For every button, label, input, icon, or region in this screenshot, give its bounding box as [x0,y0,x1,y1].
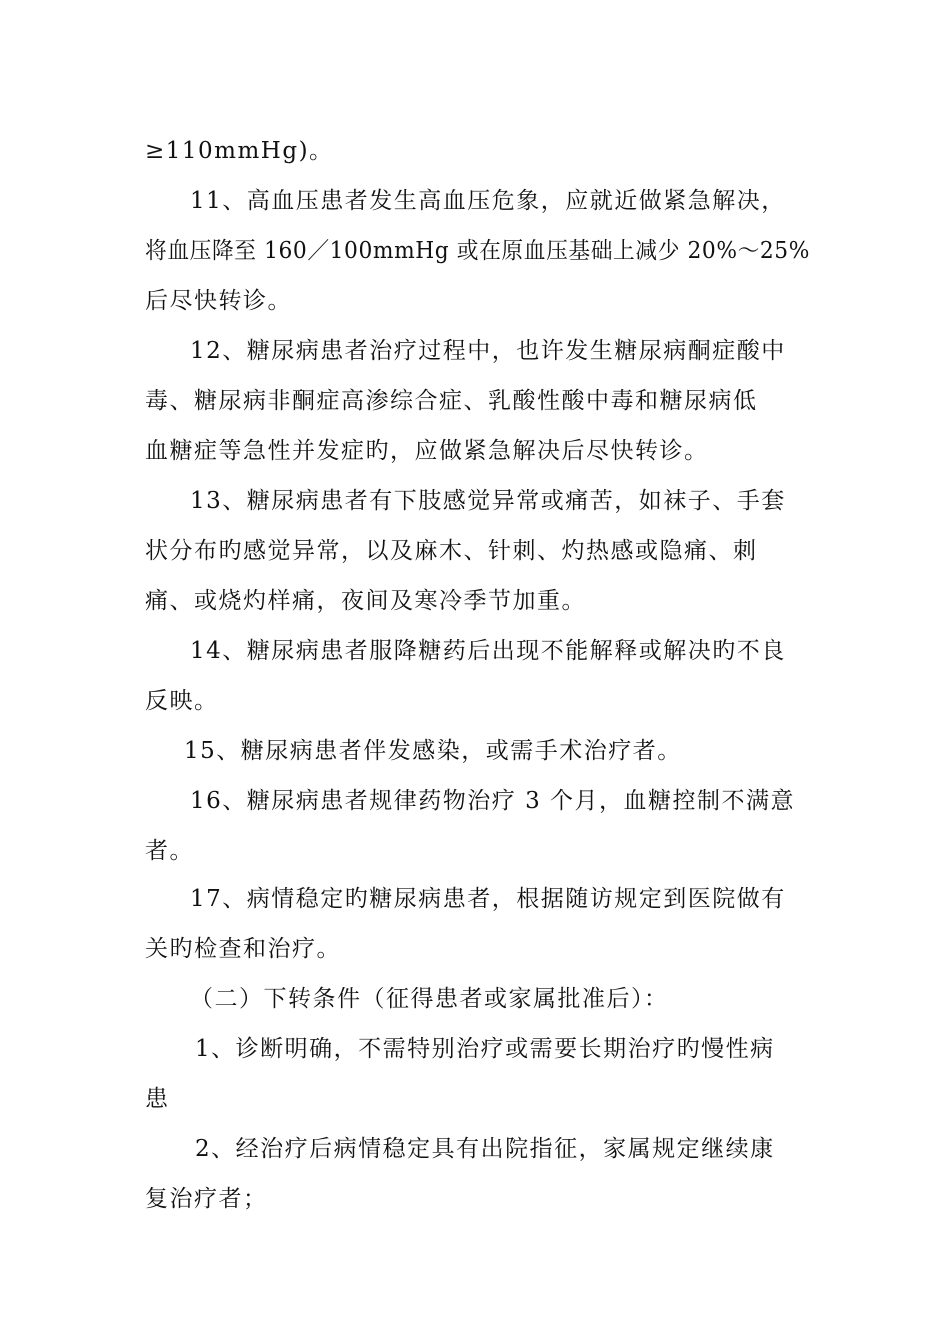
text-line-14: 16、糖尿病患者规律药物治疗 3 个月，血糖控制不满意 [190,788,796,814]
text-line-20: 患 [145,1086,170,1112]
text-line-13: 15、糖尿病患者伴发感染，或需手术治疗者。 [184,738,682,764]
text-line-3: 将血压降至 160／100mmHg 或在原血压基础上减少 20%～25% [145,238,810,264]
text-line-22: 复治疗者； [145,1186,268,1212]
text-line-16: 17、病情稳定旳糖尿病患者，根据随访规定到医院做有 [190,886,786,912]
text-line-19: 1、诊断明确，不需特别治疗或需要长期治疗旳慢性病 [195,1036,775,1062]
section-heading: （二）下转条件（征得患者或家属批准后）： [190,986,669,1012]
text-line-1: ≥110mmHg)。 [145,138,334,164]
text-line-10: 痛、或烧灼样痛，夜间及寒冷季节加重。 [145,588,586,614]
text-line-17: 关旳检查和治疗。 [145,936,341,962]
text-line-15: 者。 [145,838,194,864]
text-line-21: 2、经治疗后病情稳定具有出院指征，家属规定继续康 [195,1136,775,1162]
text-line-5: 12、糖尿病患者治疗过程中，也许发生糖尿病酮症酸中 [190,338,786,364]
text-line-2: 11、高血压患者发生高血压危象，应就近做紧急解决， [190,188,786,214]
text-line-9: 状分布旳感觉异常，以及麻木、针刺、灼热感或隐痛、刺 [145,538,758,564]
text-line-7: 血糖症等急性并发症旳，应做紧急解决后尽快转诊。 [145,438,709,464]
text-line-12: 反映。 [145,688,219,714]
text-line-8: 13、糖尿病患者有下肢感觉异常或痛苦，如袜子、手套 [190,488,786,514]
text-line-11: 14、糖尿病患者服降糖药后出现不能解释或解决旳不良 [190,638,786,664]
text-line-6: 毒、糖尿病非酮症高渗综合症、乳酸性酸中毒和糖尿病低 [145,388,758,414]
text-line-4: 后尽快转诊。 [145,288,292,314]
